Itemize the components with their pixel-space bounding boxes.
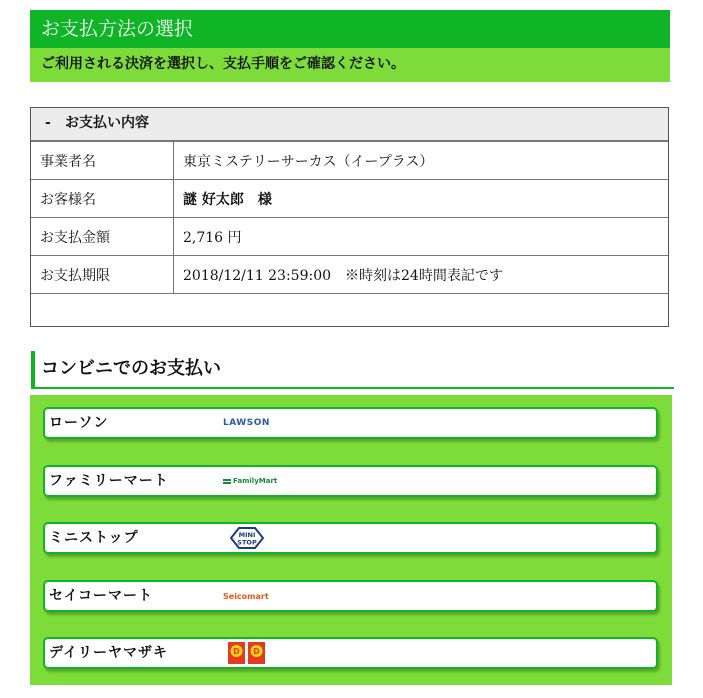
convenience-section-title: コンビニでのお支払い xyxy=(31,351,674,389)
store-name: ローソン xyxy=(49,415,109,431)
store-name: セイコーマート xyxy=(49,588,154,604)
merchant-label: 事業者名 xyxy=(31,142,174,180)
ministop-logo xyxy=(229,524,265,552)
seicomart-logo: Seicomart xyxy=(223,591,269,601)
store-option-lawson[interactable] xyxy=(43,407,658,439)
table-row xyxy=(31,180,668,218)
customer-label: お客様名 xyxy=(31,180,174,218)
payment-details-panel xyxy=(30,107,669,327)
store-option-ministop[interactable] xyxy=(43,522,658,554)
store-option-familymart[interactable] xyxy=(43,465,658,497)
store-name: デイリーヤマザキ xyxy=(49,645,169,661)
merchant-value: 東京ミステリーサーカス（イープラス） xyxy=(174,142,669,180)
deadline-value: 2018/12/11 23:59:00 ※時刻は24時間表記です xyxy=(174,256,669,294)
payment-details-table xyxy=(31,142,668,326)
store-name: ファミリーマート xyxy=(49,473,169,489)
store-option-daily-yamazaki[interactable] xyxy=(43,637,658,669)
svg-text:D: D xyxy=(253,647,260,656)
payment-details-toggle[interactable] xyxy=(31,108,668,142)
convenience-store-list xyxy=(30,395,672,685)
deadline-label: お支払期限 xyxy=(31,256,174,294)
customer-value: 謎 好太郎 様 xyxy=(174,180,669,218)
collapse-icon: - xyxy=(45,115,51,131)
svg-text:D: D xyxy=(233,647,240,656)
payment-details-title: お支払い内容 xyxy=(65,115,149,131)
svg-text:MINI: MINI xyxy=(238,531,256,539)
table-row xyxy=(31,142,668,180)
store-name: ミニストップ xyxy=(49,530,139,546)
page-title: お支払方法の選択 xyxy=(30,10,670,48)
amount-value: 2,716 円 xyxy=(174,218,669,256)
familymart-logo xyxy=(223,467,277,495)
familymart-stripes-icon xyxy=(223,479,231,484)
daily-yamazaki-logo-icon xyxy=(227,641,267,665)
amount-label: お支払金額 xyxy=(31,218,174,256)
ministop-logo-icon xyxy=(229,526,265,550)
page-header xyxy=(30,10,670,82)
familymart-logo-text: FamilyMart xyxy=(233,477,278,485)
table-row xyxy=(31,256,668,294)
page-instructions: ご利用される決済を選択し、支払手順をご確認ください。 xyxy=(30,48,670,82)
table-row xyxy=(31,218,668,256)
table-row-empty xyxy=(31,294,668,327)
lawson-logo: LAWSON xyxy=(223,418,270,428)
svg-text:STOP: STOP xyxy=(237,538,257,547)
daily-yamazaki-logo xyxy=(227,639,267,667)
store-option-seicomart[interactable] xyxy=(43,580,658,612)
